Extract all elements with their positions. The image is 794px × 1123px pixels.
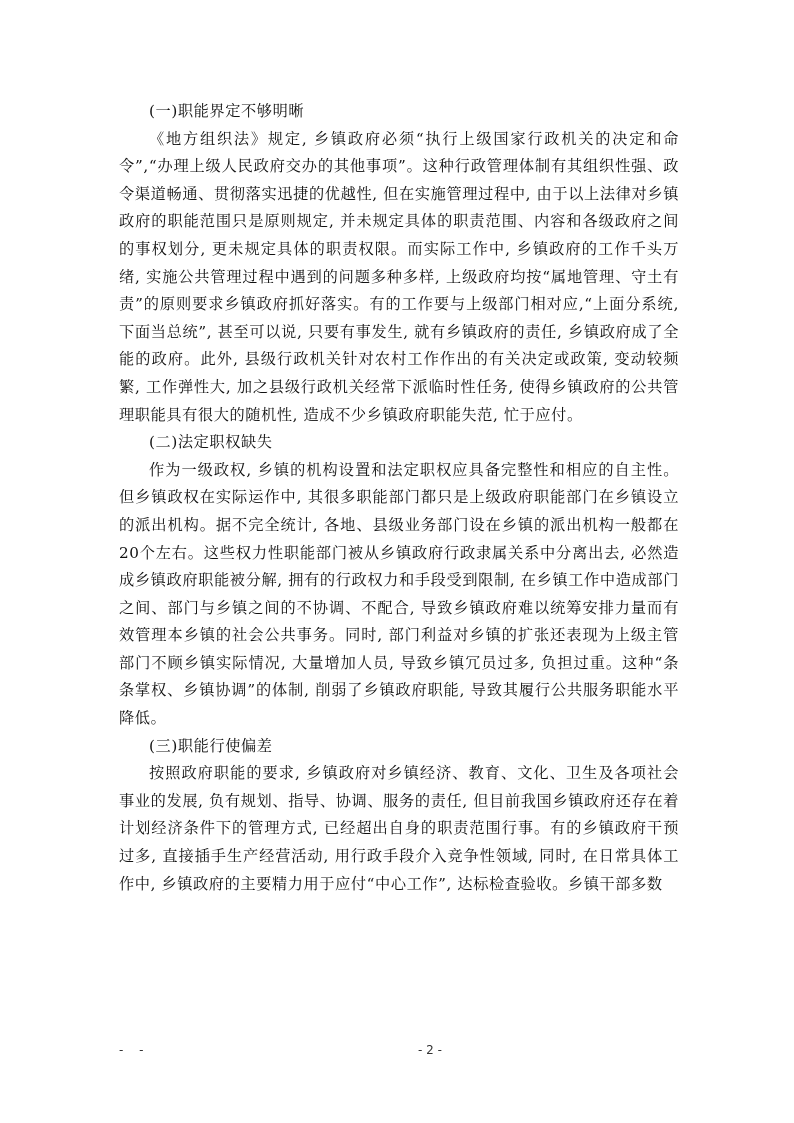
section-heading-3: (三)职能行使偏差 (149, 736, 273, 755)
document-body (119, 98, 679, 898)
section-heading-1: (一)职能界定不够明晰 (149, 102, 305, 120)
page-number: - 2 - (418, 1043, 442, 1057)
section-1-paragraph: 《地方组织法》规定, 乡镇政府必须“执行上级国家行政机关的决定和命令”,“办理上级人民政府交办的其他事项”。这种行政管理体制有其组织性强、政令渠道畅通、贯彻落实迅捷的优越性, 但在实施管理过程中, 由于以上法律对乡镇政府的职能范围只是原则规定, 并未规定具体的职责范围、内容和各级政府之间的事权划分, 更未规定具体的职责权限。而实际工作中, 乡镇政府的工作千头万绪, 实施公共管理过程中遇到的问题多种多样, 上级政府均按“属地管理、守土有责”的原则要求乡镇政府抓好落实。有的工作要与上级部门相对应,“上面分系统, 下面当总统”, 甚至可以说, 只要有事发生, 就有乡镇政府的责任, 乡镇政府成了全能的政府。此外, 县级行政机关针对农村工作作出的有关决定或政策, 变动较频繁, 工作弹性大, 加之县级行政机关经常下派临时性任务, 使得乡镇政府的公共管理职能具有很大的随机性, 造成不少乡镇政府职能失范, 忙于应付。 (119, 129, 679, 424)
section-heading-2: (二)法定职权缺失 (149, 433, 273, 452)
section-2-paragraph: 作为一级政权, 乡镇的机构设置和法定职权应具备完整性和相应的自主性。但乡镇政权在实际运作中, 其很多职能部门都只是上级政府职能部门在乡镇设立的派出机构。据不完全统计, 各地、县级业务部门设在乡镇的派出机构一般都在20个左右。这些权力性职能部门被从乡镇政府行政隶属关系中分离出去, 必然造成乡镇政府职能被分解, 拥有的行政权力和手段受到限制, 在乡镇工作中造成部门之间、部门与乡镇之间的不协调、不配合, 导致乡镇政府难以统筹安排力量而有效管理本乡镇的社会公共事务。同时, 部门利益对乡镇的扩张还表现为上级主管部门不顾乡镇实际情况, 大量增加人员, 导致乡镇冗员过多, 负担过重。这种“条条掌权、乡镇协调”的体制, 削弱了乡镇政府职能, 导致其履行公共服务职能水平降低。 (119, 460, 679, 728)
footer-left-marks: - - (119, 1043, 150, 1057)
section-3-paragraph: 按照政府职能的要求, 乡镇政府对乡镇经济、教育、文化、卫生及各项社会事业的发展, 负有规划、指导、协调、服务的责任, 但目前我国乡镇政府还存在着计划经济条件下的管理方式, 已经超出自身的职责范围行事。有的乡镇政府干预过多, 直接插手生产经营活动, 用行政手段介入竞争性领域, 同时, 在日常具体工作中, 乡镇政府的主要精力用于应付“中心工作”, 达标检查验收。乡镇干部多数 (119, 764, 679, 893)
page-footer (0, 1043, 794, 1063)
